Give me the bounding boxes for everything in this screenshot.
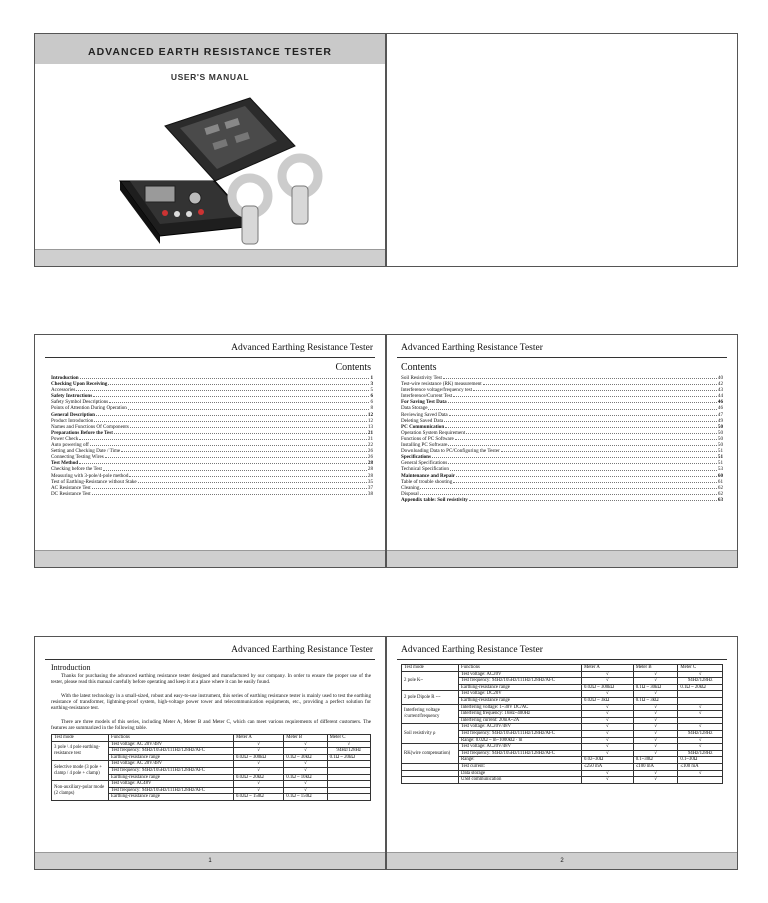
toc-leader-dots (448, 442, 717, 446)
contents-title: Contents (335, 362, 371, 373)
toc-entry-page: 26 (367, 448, 373, 455)
toc-entry-title: Power Check (51, 435, 79, 442)
toc-entry-page: 28 (367, 466, 373, 473)
toc-entry-page: 21 (367, 435, 373, 442)
toc-entry-title: Interference voltage/frequency test (401, 387, 472, 394)
toc-entry-page: 62 (717, 484, 723, 491)
toc-entry-page: 21 (367, 429, 373, 436)
running-header: Advanced Earthing Resistance Tester (401, 343, 543, 353)
table-row: Data storage √ √ √ (402, 770, 723, 777)
page-footer (387, 550, 737, 567)
table-header-row: Test mode Functions Meter A Meter B Meter C (52, 735, 371, 742)
toc-leader-dots (420, 491, 717, 495)
toc-entry-title: Installing PC Software (401, 442, 448, 449)
toc-entry-title: Safety Symbol Descriptions (51, 399, 109, 406)
tester-device-image (105, 86, 345, 251)
toc-entry-title: Table of trouble shooting (401, 478, 453, 485)
toc-entry-page: 35 (367, 478, 373, 485)
toc-entry-page: 44 (717, 393, 723, 400)
table-row: 2 pole K~ Test voltage: AC20V √ √ √ (402, 671, 723, 678)
toc-entry-page: 61 (717, 478, 723, 485)
toc-entry-page: 50 (717, 429, 723, 436)
toc-entry-title: Connecting Testing Wires (51, 454, 104, 461)
toc-leader-dots (105, 454, 367, 458)
table-row: Test current: ≤250 mA ≤100 mA ≤100 mA (402, 763, 723, 770)
toc-entry-page: 46 (717, 405, 723, 412)
toc-leader-dots (420, 485, 717, 489)
toc-leader-dots (453, 479, 717, 483)
toc-entry-page: 28 (367, 460, 373, 467)
toc-leader-dots (114, 430, 367, 434)
toc-entry[interactable] (51, 491, 373, 497)
toc-entry-title: PC Communication (401, 423, 445, 430)
toc-entry-title: Soil Resistivity Test (401, 375, 442, 381)
features-page (386, 636, 738, 870)
table-row: Earthing-resistance range 0.02Ω ~ 3kΩ 0.1Ω ~ 3kΩ (402, 697, 723, 704)
toc-leader-dots (94, 418, 367, 422)
toc-entry-page: 12 (367, 411, 373, 418)
toc-leader-dots (79, 436, 367, 440)
table-row: Earthing-resistance range 0.02Ω ~ 300kΩ 0.1Ω ~ 30kΩ 0.1Ω ~ 20kΩ (402, 684, 723, 691)
toc-entry-title: Test-wire resistance (RK) measurement (401, 381, 482, 388)
toc-entry-page: 38 (367, 490, 373, 497)
toc-entry-page: 26 (367, 454, 373, 461)
toc-entry-title: Cleaning (401, 484, 420, 491)
toc-entry-title: AC Resistance Test (51, 484, 91, 491)
toc-entry-title: Appendix table: Soil resistivity (401, 496, 468, 503)
toc-entry-title: Technical Specification (401, 466, 449, 473)
running-header: Advanced Earthing Resistance Tester (231, 343, 373, 353)
toc-entry-page: 51 (717, 460, 723, 467)
toc-entry-page: 42 (717, 381, 723, 388)
page-footer (35, 852, 385, 869)
toc-leader-dots (443, 375, 717, 379)
toc-leader-dots (428, 405, 716, 409)
table-row: USB communication √ √ (402, 777, 723, 784)
table-row: Range: 0.02Ω ~ m~1000kΩ · m √ √ √ (402, 737, 723, 744)
toc-entry-title: Reviewing Saved Data (401, 411, 448, 418)
table-row: Test frequency: 94Hz/105Hz/111Hz/128Hz/AFC √ √ (52, 787, 371, 794)
cover-page (34, 33, 386, 267)
toc-leader-dots (93, 393, 369, 397)
toc-entry-page: 28 (367, 472, 373, 479)
toc-entry-title: Names and Functions Of Components (51, 423, 129, 430)
header-rule (397, 357, 727, 358)
toc-entry-title: Preparations Before the Test (51, 429, 113, 436)
table-row: Soil resistivity ρ Test voltage: AC20V/48V √ √ √ (402, 724, 723, 731)
toc-entry-title: Operation System Requirement (401, 429, 466, 436)
toc-leader-dots (448, 399, 717, 403)
toc-list (51, 375, 373, 497)
toc-leader-dots (444, 418, 717, 422)
toc-entry-page: 62 (717, 490, 723, 497)
toc-entry-title: Accessories (51, 387, 76, 394)
toc-entry-page: 8 (370, 405, 373, 412)
intro-paragraph-2: With the latest technology in a small-sized, robust and easy-to-use instrument, this series of earthing resistance tester is mainly used to test the earthing resistance of transformer, lightning-proof system, high-voltage power tower and telecommunication equipments, etc., providing a perfect solution for earthing-resistance test. (51, 693, 371, 712)
table-row: Non-auxiliary-polar mode (2 clamps) Test voltage: AC48V √ √ (52, 781, 371, 788)
table-row: Test frequency: 94Hz/105Hz/111Hz/128Hz/AFC √ √ 94Hz/128Hz (402, 730, 723, 737)
features-table-2 (401, 664, 723, 784)
toc-leader-dots (108, 381, 369, 385)
page-footer (35, 249, 385, 266)
toc-entry-page: 6 (370, 393, 373, 400)
toc-leader-dots (448, 460, 717, 464)
toc-entry-page: 1 (370, 375, 373, 381)
table-row: 3 pole \ 4 pole earthing-resistance test Test voltage: AC 20V/48V √ √ √ (52, 741, 371, 748)
toc-leader-dots (109, 399, 369, 403)
intro-paragraph-3: There are three models of this series, including Meter A, Meter B and Meter C, which can meet various requirements of different customers. The features are summarized in the following table. (51, 719, 371, 732)
toc-entry-page: 50 (717, 435, 723, 442)
toc-entry-title: General Description (51, 411, 95, 418)
cover-title: ADVANCED EARTH RESISTANCE TESTER (88, 46, 332, 58)
toc-entry-page: 3 (370, 381, 373, 388)
table-row: Earthing-resistance range 0.02Ω ~ 20kΩ 0.1Ω ~ 10kΩ (52, 774, 371, 781)
toc-entry[interactable] (401, 497, 723, 503)
toc-leader-dots (473, 387, 717, 391)
table-row: Test frequency: 94Hz/105Hz/111Hz/128Hz/AFC √ √ 94Hz/128Hz (402, 678, 723, 685)
toc-entry-page: 60 (717, 472, 723, 479)
toc-leader-dots (450, 466, 717, 470)
table-header-row: Test mode Functions Meter A Meter B Meter C (402, 665, 723, 672)
toc-leader-dots (76, 387, 369, 391)
table-row: Test frequency: 94Hz/105Hz/111Hz/128Hz/AFC √ √ (52, 767, 371, 774)
page-number: 2 (560, 858, 564, 864)
toc-entry-title: Auto powering off (51, 442, 89, 449)
toc-entry-page: 46 (717, 399, 723, 406)
toc-entry-title: Interference/Current Test (401, 393, 453, 400)
toc-entry-title: Setting and Checking Date / Time (51, 448, 121, 455)
toc-entry-page: 47 (717, 411, 723, 418)
toc-entry-page: 40 (717, 375, 723, 381)
blank-page (386, 33, 738, 267)
table-row: RK(wire compensation) Test voltage: AC20V/48V √ √ √ (402, 744, 723, 751)
table-row: Interfering frequency: 16Hz~400Hz √ √ √ (402, 711, 723, 718)
toc-leader-dots (456, 473, 717, 477)
toc-entry-title: Disposal (401, 490, 419, 497)
toc-entry-title: Points of Attention During Operation (51, 405, 127, 412)
page-footer (35, 550, 385, 567)
table-row: Range: 0.02~30Ω 0.1~30Ω 0.1~30Ω (402, 757, 723, 764)
toc-leader-dots (432, 454, 717, 458)
running-header: Advanced Earthing Resistance Tester (231, 645, 373, 655)
toc-leader-dots (445, 424, 717, 428)
toc-leader-dots (79, 460, 367, 464)
toc-leader-dots (469, 497, 717, 501)
introduction-page (34, 636, 386, 870)
toc-entry-page: 51 (717, 448, 723, 455)
toc-leader-dots (130, 424, 367, 428)
header-rule (397, 659, 727, 660)
toc-leader-dots (455, 436, 717, 440)
toc-entry-title: DC Resistance Test (51, 490, 91, 497)
toc-entry-page: 53 (717, 466, 723, 473)
toc-entry-page: 13 (367, 423, 373, 430)
toc-entry-title: Safety Instructions (51, 393, 93, 400)
toc-entry-page: 6 (370, 399, 373, 406)
section-heading: Introduction (51, 663, 91, 672)
toc-entry-title: General Specifications (401, 460, 448, 467)
toc-leader-dots (103, 466, 367, 470)
toc-entry-title: Measuring with 3-pole/4-pole method (51, 472, 129, 479)
toc-list (401, 375, 723, 503)
toc-leader-dots (96, 412, 367, 416)
toc-leader-dots (501, 448, 717, 452)
toc-entry-page: 51 (717, 454, 723, 461)
toc-entry-title: Checking before the Test (51, 466, 102, 473)
contents-title: Contents (401, 362, 437, 373)
toc-leader-dots (129, 473, 367, 477)
toc-entry-page: 5 (370, 387, 373, 394)
toc-entry-page: 63 (717, 496, 723, 503)
table-row: Earthing-resistance range 0.02Ω ~ 300kΩ 0.1Ω ~ 30kΩ 0.1Ω ~ 20kΩ (52, 754, 371, 761)
toc-leader-dots (138, 479, 367, 483)
toc-entry-title: Introduction (51, 375, 79, 381)
toc-entry-title: Specifications (401, 454, 431, 461)
page-footer (387, 852, 737, 869)
toc-entry-title: Checking Upon Receiving (51, 381, 108, 388)
toc-entry-page: 43 (717, 387, 723, 394)
toc-leader-dots (466, 430, 717, 434)
toc-entry-page: 12 (367, 417, 373, 424)
toc-leader-dots (121, 448, 367, 452)
page-number: 1 (208, 858, 212, 864)
table-row: Test frequency: 94Hz/105Hz/111Hz/128Hz/AFC √ √ 94Hz/128Hz (52, 748, 371, 755)
toc-leader-dots (80, 375, 370, 379)
toc-leader-dots (128, 405, 370, 409)
toc-entry-title: Test of Earthing-Resistance without Stake (51, 478, 137, 485)
toc-entry-page: 37 (367, 484, 373, 491)
toc-entry-page: 22 (367, 442, 373, 449)
toc-leader-dots (449, 412, 717, 416)
toc-entry-title: Test Method (51, 460, 79, 467)
table-row: Selective mode (3 pole + clamp / 4 pole + clamp) Test voltage: AC 20V/48V √ √ (52, 761, 371, 768)
toc-leader-dots (453, 393, 717, 397)
toc-entry-title: Downloading Data to PC/Configuring the Tester (401, 448, 500, 455)
toc-leader-dots (483, 381, 717, 385)
toc-leader-dots (92, 491, 367, 495)
cover-subtitle: USER'S MANUAL (170, 72, 250, 82)
toc-entry-title: For Saving Test Data (401, 399, 447, 406)
table-row: 2 pole Dipole R --- Test voltage: DC20V √ √ (402, 691, 723, 698)
toc-entry-title: Deleting Saved Data (401, 417, 444, 424)
toc-leader-dots (92, 485, 367, 489)
toc-entry-page: 50 (717, 442, 723, 449)
table-row: Earthing-resistance range 0.02Ω ~ 150Ω 0.1Ω ~ 150Ω (52, 794, 371, 801)
toc-entry-page: 49 (717, 417, 723, 424)
header-rule (45, 659, 375, 660)
intro-paragraph-1: Thanks for purchasing the advanced earthing resistance tester designed and manufactured by our company. In order to ensure the proper use of the tester, please read this manual carefully before operating and keep it at a place where it can be easily found. (51, 673, 371, 686)
toc-leader-dots (90, 442, 367, 446)
table-row: Interfering voltage /current/frequency Interfering voltage: 1~30V DC/AC √ √ √ (402, 704, 723, 711)
toc-entry-title: Maintenance and Repair (401, 472, 456, 479)
toc-entry-page: 50 (717, 423, 723, 430)
header-rule (45, 357, 375, 358)
running-header: Advanced Earthing Resistance Tester (401, 645, 543, 655)
features-table-1 (51, 734, 371, 801)
table-row: Interfering current: 20mA~2A √ √ (402, 717, 723, 724)
toc-entry-title: Functions of PC Software (401, 435, 454, 442)
contents-page-left (34, 334, 386, 568)
toc-entry-title: Data Storage (401, 405, 428, 412)
toc-entry-title: Product Introduction (51, 417, 94, 424)
contents-page-right (386, 334, 738, 568)
table-row: Test frequency: 94Hz/105Hz/111Hz/128Hz/AFC √ √ 94Hz/128Hz (402, 750, 723, 757)
